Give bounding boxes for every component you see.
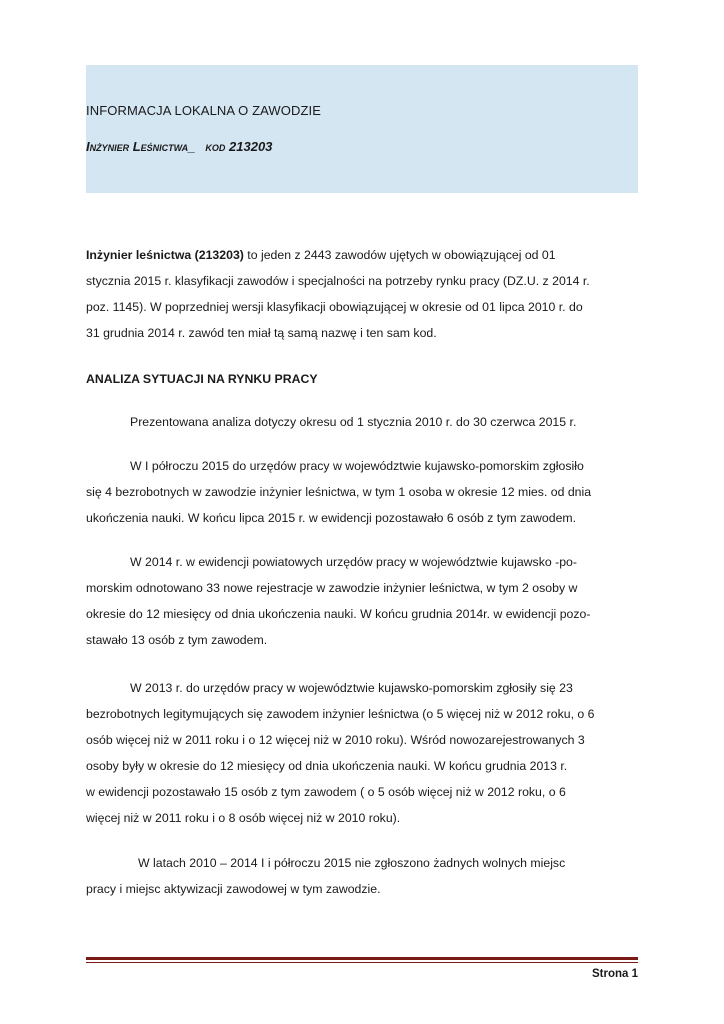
occupation-subtitle	[86, 139, 272, 154]
section-heading: ANALIZA SYTUACJI NA RYNKU PRACY	[86, 372, 318, 386]
p2-line-2: się 4 bezrobotnych w zawodzie inżynier leśnictwa, w tym 1 osoba w okresie 12 mies. od dnia	[86, 485, 592, 499]
paragraph-1	[86, 409, 638, 435]
p3-line-2: morskim odnotowano 33 nowe rejestracje w zawodzie inżynier leśnictwa, w tym 2 osoby w	[86, 581, 578, 595]
p1-line-1: Prezentowana analiza dotyczy okresu od 1 stycznia 2010 r. do 30 czerwca 2015 r.	[130, 415, 577, 429]
page-number: Strona 1	[591, 968, 638, 980]
document-title: INFORMACJA LOKALNA O ZAWODZIE	[86, 103, 322, 118]
p4-line-6: więcej niż w 2011 roku i o 8 osób więcej niż w 2010 roku).	[86, 811, 401, 825]
p5-line-2: pracy i miejsc aktywizacji zawodowej w tym zawodzie.	[86, 882, 381, 896]
paragraph-5	[86, 850, 638, 902]
occupation-code: 213203	[229, 139, 273, 154]
paragraph-3	[86, 549, 638, 653]
intro-line-1	[86, 242, 638, 268]
paragraph-2	[86, 453, 638, 531]
footer-rule-thick	[86, 957, 638, 960]
p2-line-1: W I półroczu 2015 do urzędów pracy w województwie kujawsko-pomorskim zgłosiło	[130, 459, 584, 473]
p4-line-4: osoby były w okresie do 12 miesięcy od dnia ukończenia nauki. W końcu grudnia 2013 r.	[86, 759, 568, 773]
p4-line-2: bezrobotnych legitymujących się zawodem inżynier leśnictwa (o 5 więcej niż w 2012 roku, o 6	[86, 707, 595, 721]
intro-line-2: stycznia 2015 r. klasyfikacji zawodów i specjalności na potrzeby rynku pracy (DZ.U. z 2014 r.	[86, 274, 590, 288]
p3-line-1: W 2014 r. w ewidencji powiatowych urzędów pracy w województwie kujawsko -po-	[130, 555, 577, 569]
paragraph-4	[86, 675, 638, 831]
p5-line-1: W latach 2010 – 2014 I i półroczu 2015 nie zgłoszono żadnych wolnych miejsc	[138, 856, 566, 870]
intro-paragraph	[86, 242, 638, 346]
p4-line-3: osób więcej niż w 2011 roku i o 12 więcej niż w 2010 roku). Wśród nowozarejestrowanych 3	[86, 733, 585, 747]
p4-line-5: w ewidencji pozostawało 15 osób z tym zawodem ( o 5 osób więcej niż w 2012 roku, o 6	[86, 785, 566, 799]
intro-bold-lead: Inżynier leśnictwa (213203)	[86, 248, 244, 262]
p3-line-3: okresie do 12 miesięcy od dnia ukończenia nauki. W końcu grudnia 2014r. w ewidencji pozo-	[86, 607, 591, 621]
header-box	[86, 65, 638, 193]
intro-line-1-rest: to jeden z 2443 zawodów ujętych w obowiązującej od 01	[243, 248, 556, 262]
code-label: kod	[205, 139, 226, 154]
p2-line-3: ukończenia nauki. W końcu lipca 2015 r. w ewidencji pozostawało 6 osób z tym zawodem.	[86, 511, 577, 525]
footer-rule-thin	[86, 962, 638, 963]
occupation-name: Inżynier Leśnictwa_	[86, 139, 196, 154]
intro-line-3: poz. 1145). W poprzedniej wersji klasyfikacji obowiązującej w okresie od 01 lipca 2010 r. do	[86, 300, 583, 314]
p3-line-4: stawało 13 osób z tym zawodem.	[86, 633, 268, 647]
intro-line-4: 31 grudnia 2014 r. zawód ten miał tą samą nazwę i ten sam kod.	[86, 326, 437, 340]
p4-line-1: W 2013 r. do urzędów pracy w województwie kujawsko-pomorskim zgłosiły się 23	[130, 681, 573, 695]
